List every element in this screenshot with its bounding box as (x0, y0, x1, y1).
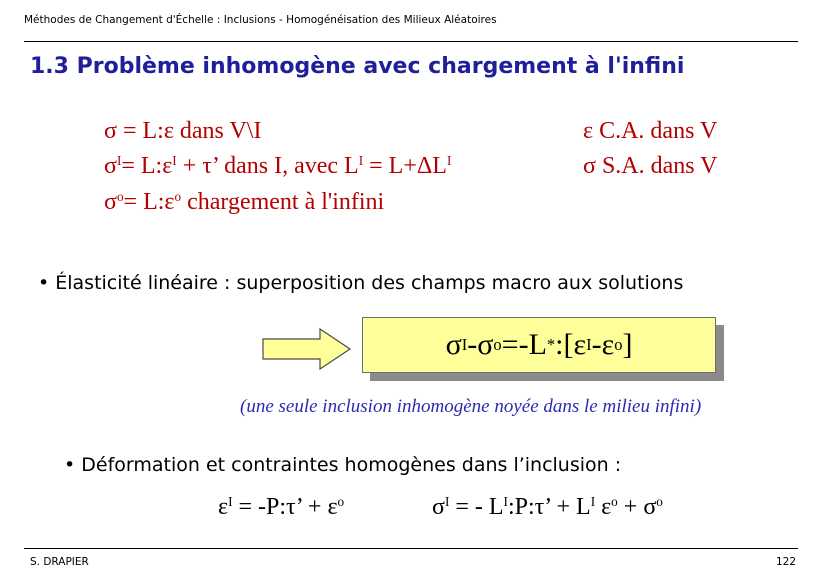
page-number: 122 (775, 556, 796, 568)
equation-left-1: σ = L:ε dans V\I (104, 118, 262, 144)
right-arrow-icon (262, 327, 352, 371)
footer-author: S. DRAPIER (30, 556, 89, 568)
running-header: Méthodes de Changement d'Échelle : Inclusions - Homogénéisation des Milieux Aléatoires (24, 14, 497, 26)
bullet-deformation: • Déformation et contraintes homogènes dans l’inclusion : (64, 454, 622, 476)
equation-left-2: $\sigma^I=$ $L:\varepsilon^I + \tau$’ dans I, avec $L^I = L+\Delta L^I$ (104, 153, 452, 179)
bullet-superposition: • Élasticité linéaire : superposition des champs macro aux solutions (38, 272, 684, 294)
equation-epsilon-inclusion: $\varepsilon^I$ = -P:τ’ + $\varepsilon^o$ (218, 494, 345, 520)
header-rule (24, 41, 798, 42)
equation-right-2: σ S.A. dans V (583, 153, 718, 179)
equation-sigma-inclusion: $\sigma^I$ = - $L^I:P:\tau$’ + $L^I$ $\varepsilon^o + \sigma^o$ (432, 494, 663, 520)
slide-title: 1.3 Problème inhomogène avec chargement à l'infini (30, 54, 685, 79)
note-single-inclusion: (une seule inclusion inhomogène noyée dans le milieu infini) (240, 396, 702, 417)
footer-rule (24, 548, 798, 549)
equation-left-3: $\sigma^o=$ $L:\varepsilon^o$ chargement à l'infini (104, 189, 385, 215)
boxed-equation: σ I - σ o =-L * :[ ε I - ε o ] (362, 317, 716, 373)
equation-right-1: ε C.A. dans V (583, 118, 718, 144)
